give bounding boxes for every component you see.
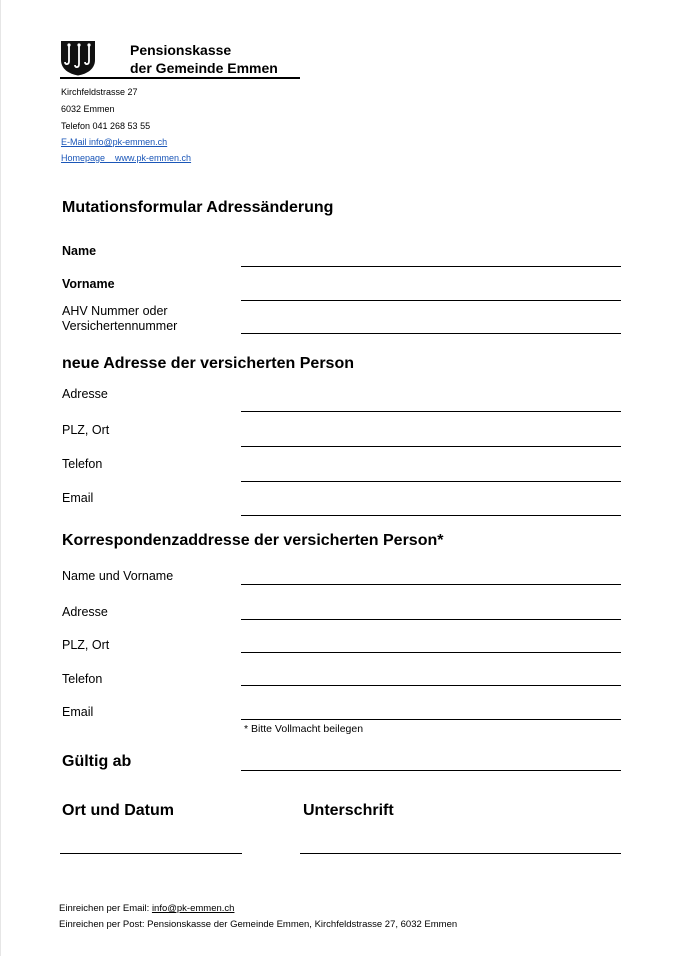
organization-name xyxy=(130,41,278,77)
name-label: Name xyxy=(62,244,97,258)
valid-from-field[interactable] xyxy=(241,770,621,771)
phone-field[interactable] xyxy=(241,481,621,482)
footer-email xyxy=(59,903,234,914)
homepage-link[interactable]: Homepage www.pk-emmen.ch xyxy=(61,153,192,163)
corr-name-field[interactable] xyxy=(241,584,621,585)
email-field[interactable] xyxy=(241,515,621,516)
corr-zip-city-field[interactable] xyxy=(241,652,621,653)
address-label: Adresse xyxy=(62,387,108,401)
signature-label: Unterschrift xyxy=(303,802,394,819)
ahv-label-line-1: AHV Nummer oder xyxy=(62,304,168,318)
corr-phone-label: Telefon xyxy=(62,672,103,686)
phone-label: Telefon xyxy=(62,457,103,471)
corr-email-field[interactable] xyxy=(241,719,621,720)
corr-address-field[interactable] xyxy=(241,619,621,620)
coat-of-arms-icon xyxy=(60,40,96,76)
valid-from-label: Gültig ab xyxy=(62,753,132,770)
email-label: Email xyxy=(62,491,94,505)
corr-email-label: Email xyxy=(62,705,94,719)
zip-city-field[interactable] xyxy=(241,446,621,447)
corr-phone-field[interactable] xyxy=(241,685,621,686)
corr-address-label: Adresse xyxy=(62,605,108,619)
firstname-field[interactable] xyxy=(241,300,621,301)
corr-name-label: Name und Vorname xyxy=(62,569,174,583)
phone-number: Telefon 041 268 53 55 xyxy=(61,121,151,131)
signature-field[interactable] xyxy=(300,853,621,854)
place-date-label: Ort und Datum xyxy=(62,802,174,819)
header-divider xyxy=(60,77,300,79)
footer-post: Einreichen per Post: Pensionskasse der Gemeinde Emmen, Kirchfeldstrasse 27, 6032 Emmen xyxy=(59,919,458,930)
address-field[interactable] xyxy=(241,411,621,412)
ahv-label xyxy=(62,304,177,334)
corr-zip-city-label: PLZ, Ort xyxy=(62,638,110,652)
zip-city-label: PLZ, Ort xyxy=(62,423,110,437)
place-date-field[interactable] xyxy=(60,853,242,854)
footer-email-link[interactable]: info@pk-emmen.ch xyxy=(151,903,235,914)
org-line-1: Pensionskasse xyxy=(130,42,232,58)
ahv-field[interactable] xyxy=(241,333,621,334)
ahv-label-line-2: Versichertennummer xyxy=(62,319,178,333)
power-of-attorney-note: * Bitte Vollmacht beilegen xyxy=(244,723,364,735)
correspondence-heading: Korrespondenzaddresse der versicherten Person* xyxy=(62,532,444,549)
email-link[interactable]: E-Mail info@pk-emmen.ch xyxy=(61,137,168,147)
firstname-label: Vorname xyxy=(62,277,115,291)
org-line-2: der Gemeinde Emmen xyxy=(130,60,278,76)
name-field[interactable] xyxy=(241,266,621,267)
new-address-heading: neue Adresse der versicherten Person xyxy=(62,355,354,372)
street-address: Kirchfeldstrasse 27 xyxy=(61,87,138,97)
form-title: Mutationsformular Adressänderung xyxy=(62,199,334,216)
city-address: 6032 Emmen xyxy=(61,104,115,114)
footer-email-prefix: Einreichen per Email: xyxy=(59,903,152,914)
